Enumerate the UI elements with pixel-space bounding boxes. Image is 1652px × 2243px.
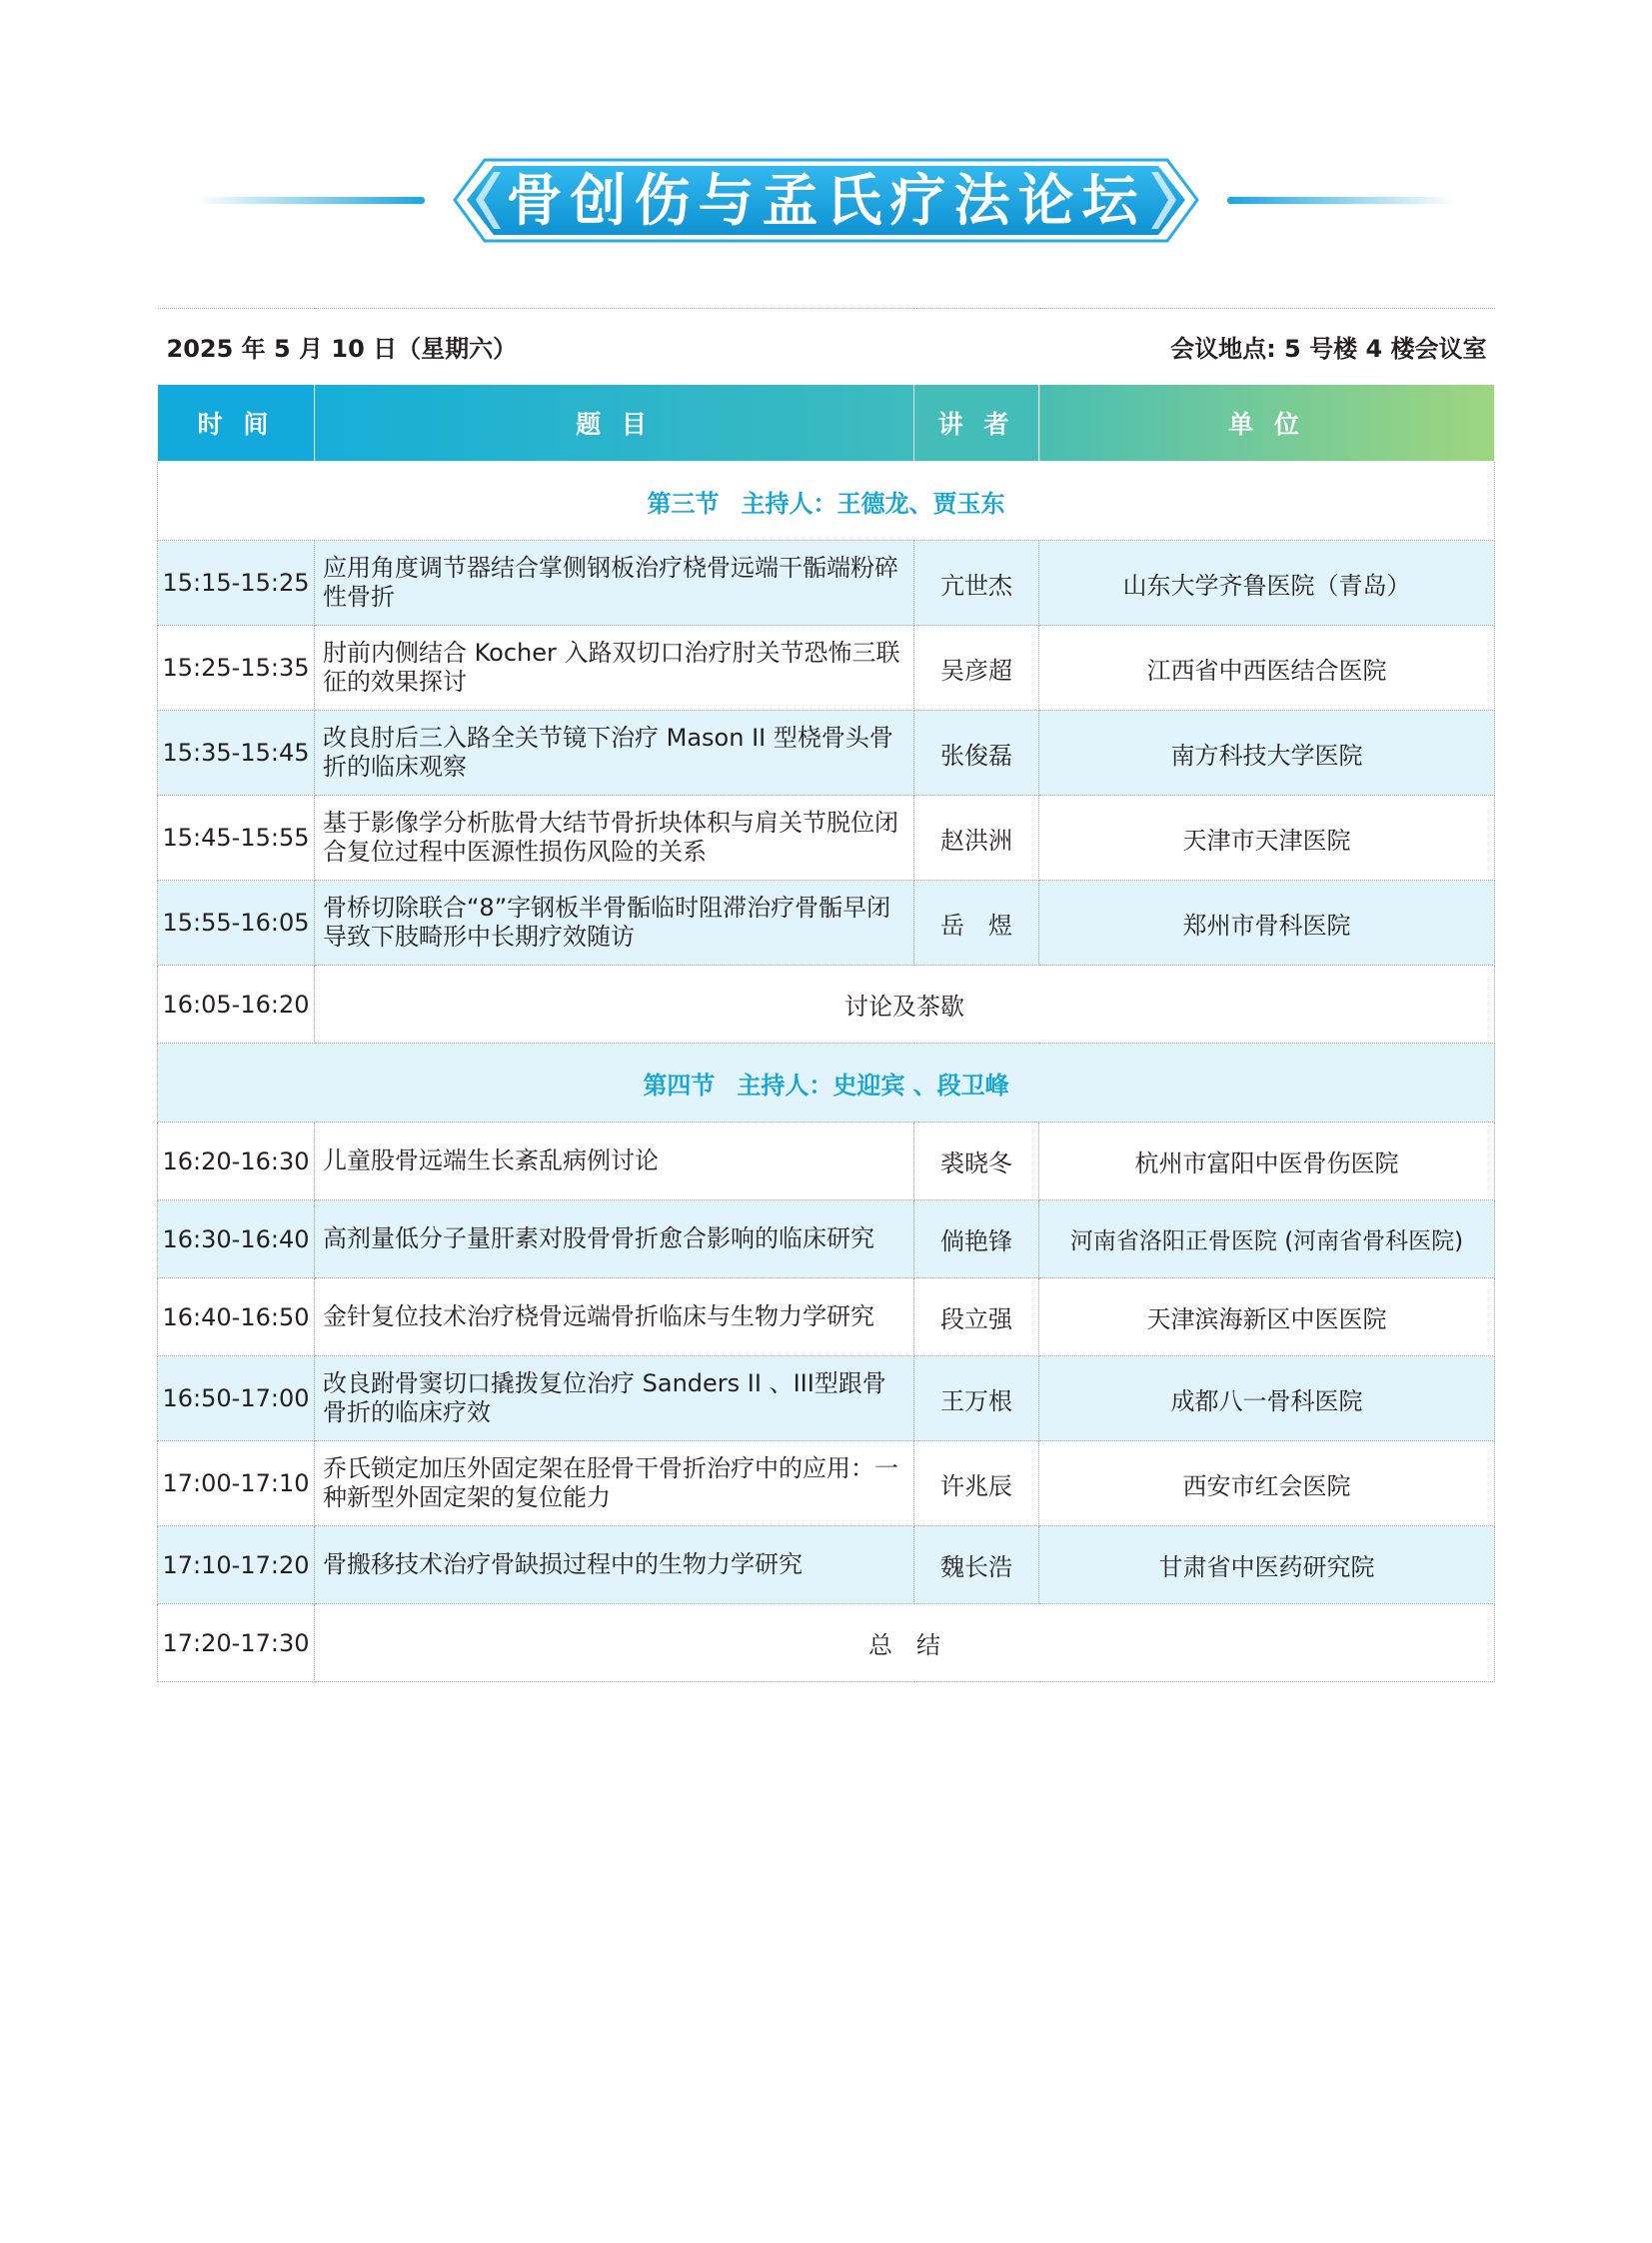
page-title: 骨创伤与孟氏疗法论坛 [506, 169, 1146, 234]
row-time: 17:20-17:30 [158, 1604, 315, 1682]
row-topic: 讨论及茶歇 [315, 966, 1495, 1044]
meeting-venue: 会议地点: 5 号楼 4 楼会议室 [914, 309, 1495, 385]
row-time: 15:15-15:25 [158, 541, 315, 626]
row-speaker: 张俊磊 [914, 711, 1039, 796]
row-unit: 南方科技大学医院 [1039, 711, 1495, 796]
header-topic: 题 目 [315, 385, 914, 462]
row-time: 17:00-17:10 [158, 1441, 315, 1526]
row-unit: 江西省中西医结合医院 [1039, 626, 1495, 711]
row-time: 16:05-16:20 [158, 966, 315, 1044]
row-speaker: 倘艳锋 [914, 1200, 1039, 1278]
row-time: 16:20-16:30 [158, 1122, 315, 1200]
section-header [158, 462, 1495, 541]
table-row [158, 1122, 1495, 1200]
row-unit: 天津滨海新区中医医院 [1039, 1278, 1495, 1356]
row-speaker: 亢世杰 [914, 541, 1039, 626]
header-time: 时 间 [158, 385, 315, 462]
row-speaker: 岳 煜 [914, 881, 1039, 966]
row-speaker: 魏长浩 [914, 1526, 1039, 1604]
row-topic: 改良跗骨窦切口撬拨复位治疗 Sanders II 、III型跟骨骨折的临床疗效 [315, 1356, 914, 1441]
row-speaker: 吴彦超 [914, 626, 1039, 711]
section-header [158, 1044, 1495, 1122]
row-time: 15:35-15:45 [158, 711, 315, 796]
row-topic: 基于影像学分析肱骨大结节骨折块体积与肩关节脱位闭合复位过程中医源性损伤风险的关系 [315, 796, 914, 881]
header-unit: 单 位 [1039, 385, 1495, 462]
row-topic: 骨搬移技术治疗骨缺损过程中的生物力学研究 [315, 1526, 914, 1604]
row-time: 17:10-17:20 [158, 1526, 315, 1604]
section-name: 第三节 [647, 489, 720, 518]
row-time: 16:40-16:50 [158, 1278, 315, 1356]
table-row [158, 711, 1495, 796]
table-row [158, 796, 1495, 881]
row-unit: 河南省洛阳正骨医院 (河南省骨科医院) [1039, 1200, 1495, 1278]
row-topic: 总 结 [315, 1604, 1495, 1682]
row-time: 15:25-15:35 [158, 626, 315, 711]
row-topic: 肘前内侧结合 Kocher 入路双切口治疗肘关节恐怖三联征的效果探讨 [315, 626, 914, 711]
row-topic: 应用角度调节器结合掌侧钢板治疗桡骨远端干骺端粉碎性骨折 [315, 541, 914, 626]
table-row-break [158, 966, 1495, 1044]
row-speaker: 裘晓冬 [914, 1122, 1039, 1200]
info-row [158, 309, 1495, 385]
row-unit: 郑州市骨科医院 [1039, 881, 1495, 966]
section-host: 主持人：王德龙、贾玉东 [741, 489, 1005, 518]
table-row [158, 881, 1495, 966]
schedule-table [157, 308, 1495, 1682]
row-time: 15:45-15:55 [158, 796, 315, 881]
table-row-summary [158, 1604, 1495, 1682]
row-time: 16:30-16:40 [158, 1200, 315, 1278]
header-speaker: 讲 者 [914, 385, 1039, 462]
section-name: 第四节 [643, 1071, 716, 1100]
meeting-date: 2025 年 5 月 10 日（星期六） [158, 309, 914, 385]
table-row [158, 1200, 1495, 1278]
row-topic: 改良肘后三入路全关节镜下治疗 Mason II 型桡骨头骨折的临床观察 [315, 711, 914, 796]
section-host: 主持人：史迎宾 、段卫峰 [737, 1071, 1009, 1100]
table-header [158, 385, 1495, 462]
row-speaker: 许兆辰 [914, 1441, 1039, 1526]
table-row [158, 1526, 1495, 1604]
row-topic: 金针复位技术治疗桡骨远端骨折临床与生物力学研究 [315, 1278, 914, 1356]
row-topic: 骨桥切除联合“8”字钢板半骨骺临时阻滞治疗骨骺早闭导致下肢畸形中长期疗效随访 [315, 881, 914, 966]
table-row [158, 1441, 1495, 1526]
row-time: 16:50-17:00 [158, 1356, 315, 1441]
table-row [158, 626, 1495, 711]
row-unit: 成都八一骨科医院 [1039, 1356, 1495, 1441]
row-topic: 乔氏锁定加压外固定架在胫骨干骨折治疗中的应用：一种新型外固定架的复位能力 [315, 1441, 914, 1526]
row-time: 15:55-16:05 [158, 881, 315, 966]
row-unit: 山东大学齐鲁医院（青岛） [1039, 541, 1495, 626]
row-unit: 天津市天津医院 [1039, 796, 1495, 881]
row-unit: 甘肃省中医药研究院 [1039, 1526, 1495, 1604]
row-topic: 儿童股骨远端生长紊乱病例讨论 [315, 1122, 914, 1200]
row-speaker: 赵洪洲 [914, 796, 1039, 881]
title-banner [0, 150, 1652, 255]
table-row [158, 541, 1495, 626]
row-topic: 高剂量低分子量肝素对股骨骨折愈合影响的临床研究 [315, 1200, 914, 1278]
row-unit: 杭州市富阳中医骨伤医院 [1039, 1122, 1495, 1200]
row-unit: 西安市红会医院 [1039, 1441, 1495, 1526]
table-row [158, 1278, 1495, 1356]
row-speaker: 王万根 [914, 1356, 1039, 1441]
row-speaker: 段立强 [914, 1278, 1039, 1356]
table-row [158, 1356, 1495, 1441]
